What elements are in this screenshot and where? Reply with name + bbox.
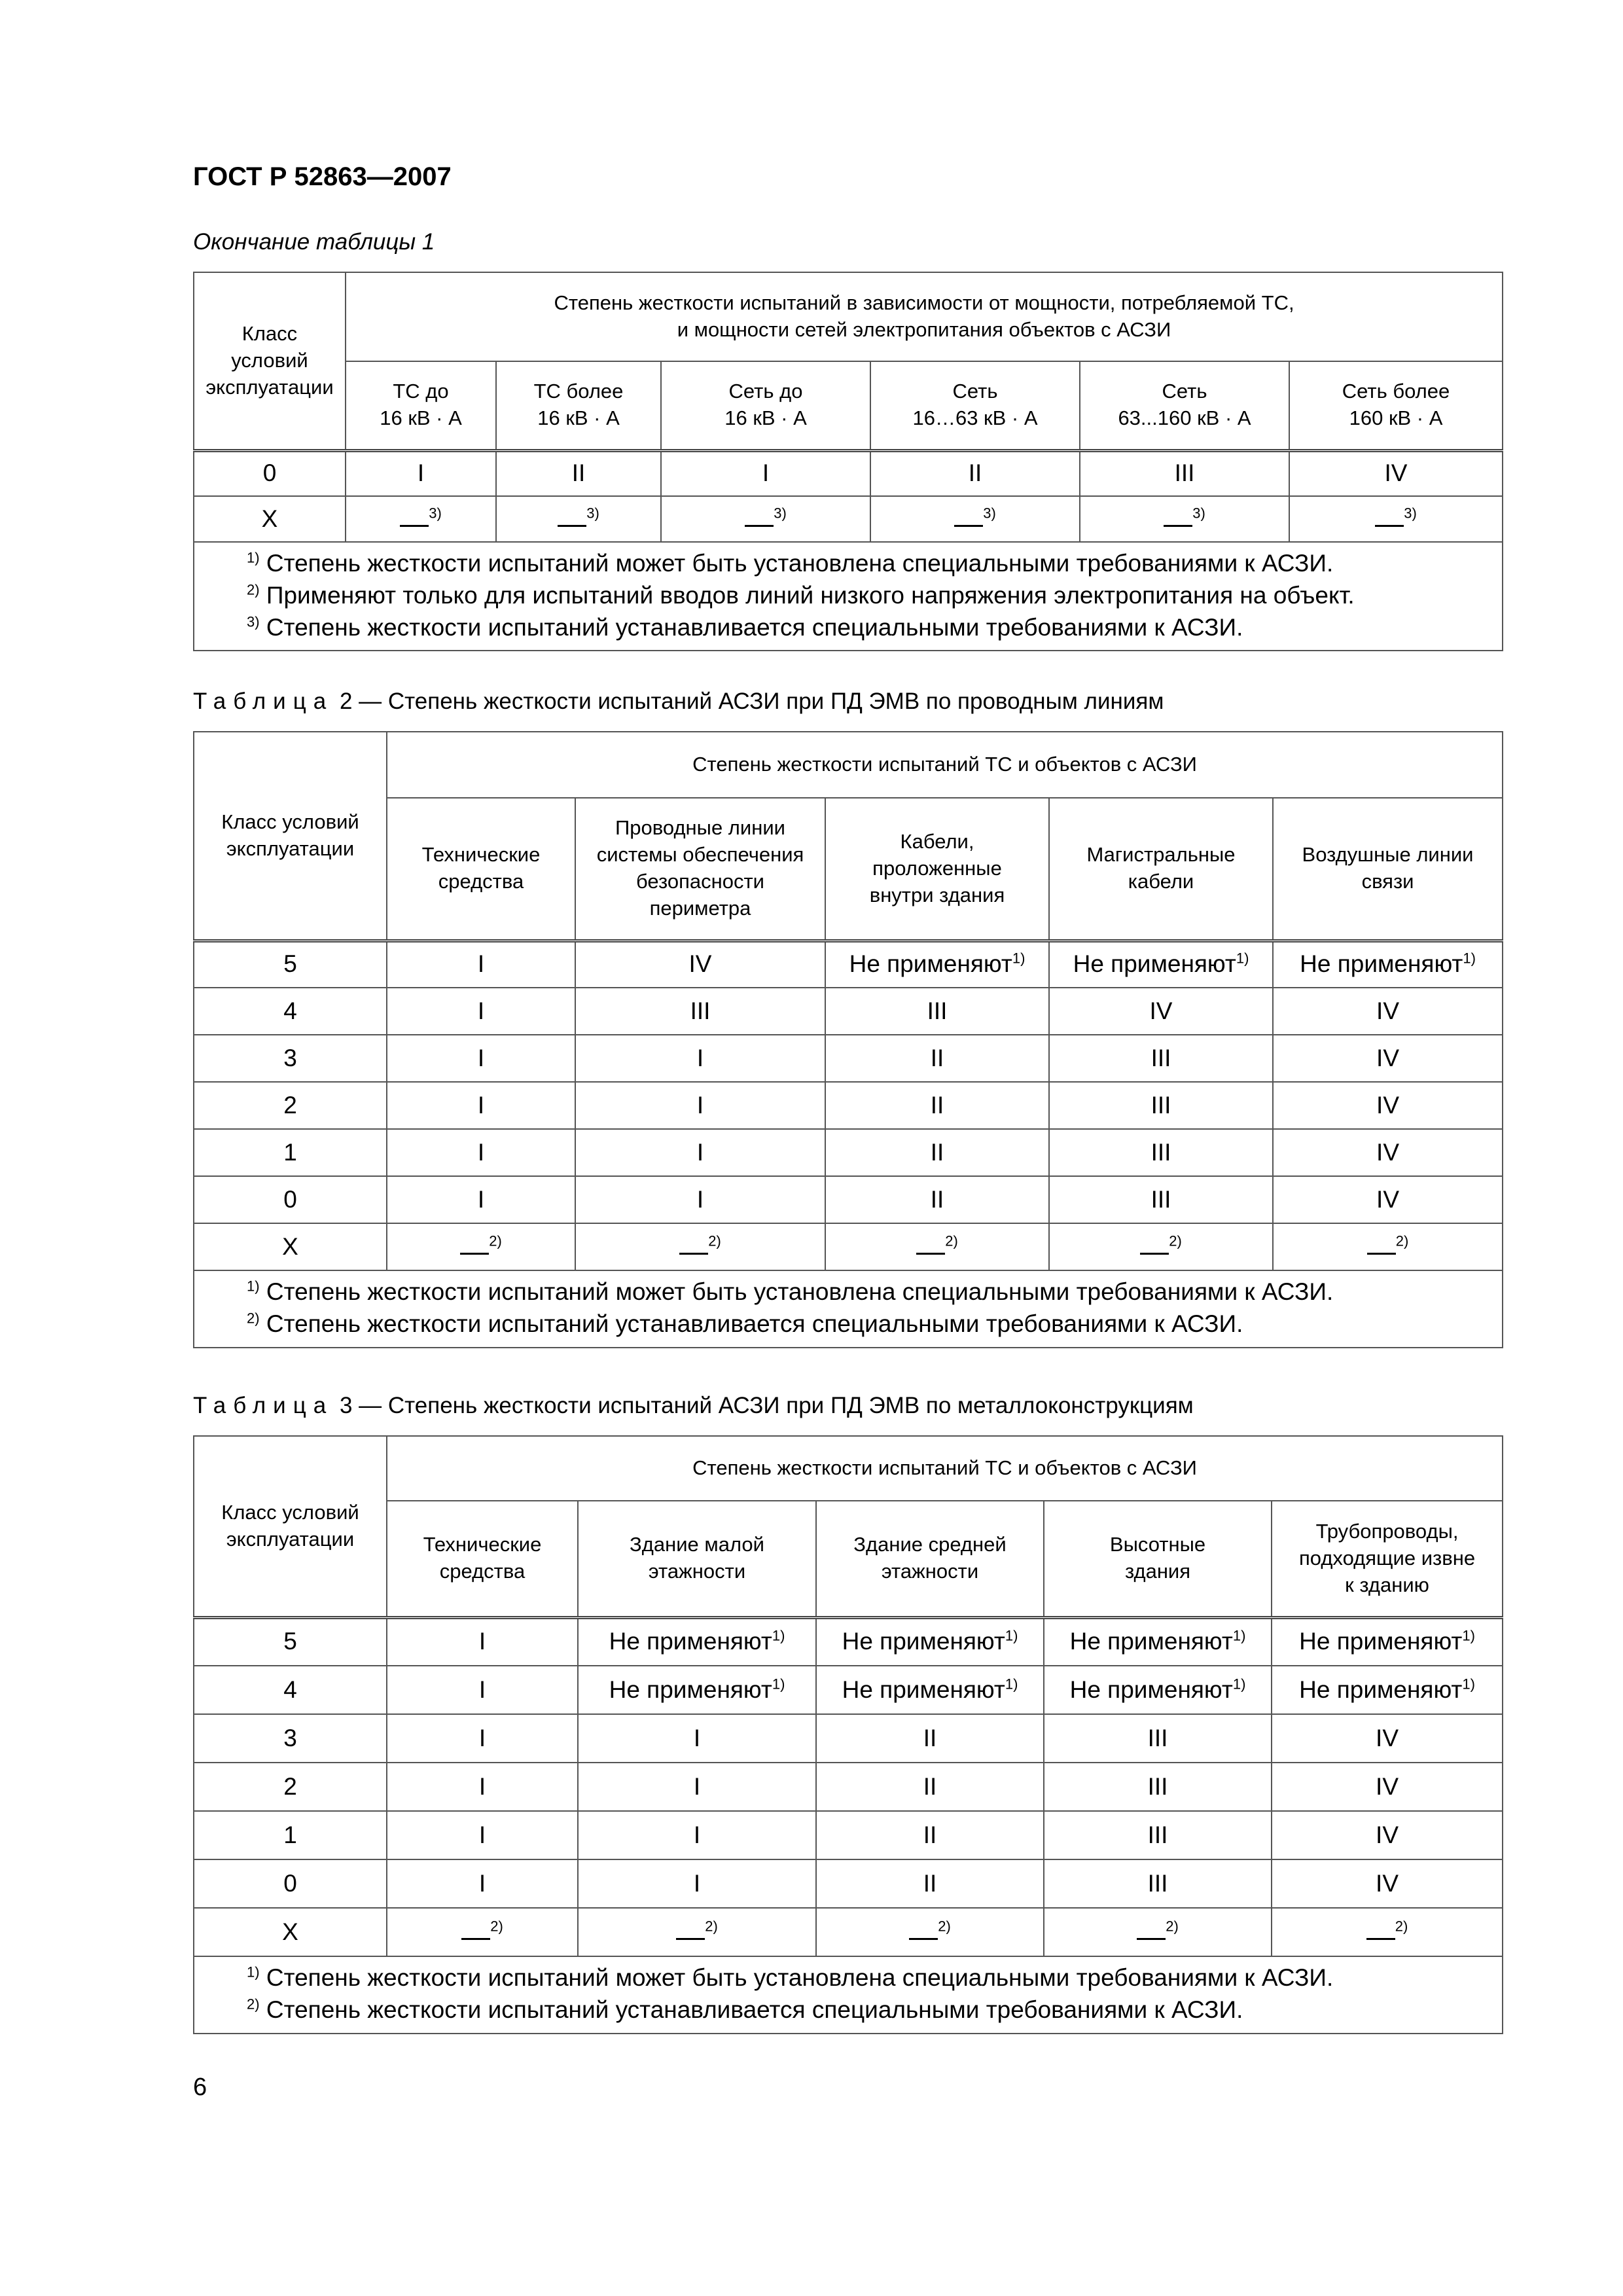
- cell-value: Не применяют: [842, 1628, 1005, 1655]
- cell-value: IV: [1376, 997, 1400, 1024]
- table2-cell: [387, 1082, 575, 1129]
- table2-col-header: Проводные линии системы обеспечения безопасности периметра: [575, 798, 825, 941]
- table3-cell: [387, 1859, 578, 1908]
- dash-mark: [676, 1922, 705, 1940]
- table2-caption: Таблица 2 — Степень жесткости испытаний АСЗИ при ПД ЭМВ по проводным линиям: [193, 689, 1164, 714]
- footnote-mark: 1): [1236, 950, 1249, 967]
- cell-value: Не применяют: [1069, 1676, 1233, 1703]
- table3-col-header: Здание малой этажности: [578, 1501, 816, 1617]
- table-row: [194, 1714, 1503, 1763]
- cell-value: I: [696, 1185, 704, 1213]
- table3-cell: [816, 1666, 1044, 1714]
- table3-class-cell: 4: [194, 1666, 387, 1714]
- table3-cell: [1044, 1811, 1272, 1859]
- table2-cell: [575, 1082, 825, 1129]
- cell-value: I: [478, 1724, 486, 1751]
- footnote: $^{2)}$ Степень жесткости испытаний устанавливается специальными требованиями к АСЗИ.: [247, 1996, 1243, 2023]
- cell-value: II: [923, 1821, 937, 1848]
- table3-cell: [1044, 1859, 1272, 1908]
- table2-class-cell: 2: [194, 1082, 387, 1129]
- dash-mark: [745, 509, 774, 527]
- table3-cell: [1272, 1666, 1503, 1714]
- cell-value: I: [477, 950, 485, 978]
- table2-cell: [575, 941, 825, 988]
- table1-cell: I: [661, 450, 870, 496]
- table-row: [194, 1035, 1503, 1082]
- dash-mark: [1366, 1922, 1395, 1940]
- footnote-mark: 3): [1404, 505, 1417, 522]
- dash-mark: [558, 509, 586, 527]
- table3-cell: [1272, 1763, 1503, 1811]
- table-row: [194, 1082, 1503, 1129]
- cell-value: IV: [1376, 1185, 1400, 1213]
- cell-value: I: [696, 1138, 704, 1166]
- table2-cell: [1049, 1129, 1273, 1176]
- cell-value: III: [1150, 1138, 1171, 1166]
- cell-value: I: [478, 1821, 486, 1848]
- footnote-mark: 1): [1462, 1628, 1475, 1644]
- table2-cell: [1273, 1035, 1503, 1082]
- table2-cell: [1273, 1176, 1503, 1223]
- cell-value: II: [930, 1044, 944, 1071]
- table3: [193, 1435, 1503, 2034]
- table3-caption: Таблица 3 — Степень жесткости испытаний АСЗИ при ПД ЭМВ по металлоконструкциям: [193, 1393, 1194, 1418]
- cell-value: I: [478, 1772, 486, 1800]
- table1-cell: IV: [1289, 450, 1503, 496]
- cell-value: III: [690, 997, 711, 1024]
- dash-mark: [916, 1237, 945, 1255]
- table2-col-header: Магистральные кабели: [1049, 798, 1273, 941]
- table2-class-cell: X: [194, 1223, 387, 1270]
- table3-cell: [1044, 1908, 1272, 1956]
- table3-cell: [1044, 1666, 1272, 1714]
- footnote-mark: 1): [772, 1676, 785, 1693]
- table-row: [194, 1176, 1503, 1223]
- cell-value: II: [930, 1138, 944, 1166]
- table2-class-cell: 1: [194, 1129, 387, 1176]
- table3-cell: [578, 1617, 816, 1666]
- table1-cell: II: [870, 450, 1080, 496]
- footnote-mark: 2): [708, 1232, 721, 1249]
- footnote: $^{2)}$ Применяют только для испытаний вводов линий низкого напряжения электропитания на объект.: [247, 581, 1355, 609]
- footnote: $^{1)}$ Степень жесткости испытаний может быть установлена специальными требованиями к АСЗИ.: [247, 1278, 1334, 1305]
- cell-value: IV: [1376, 1044, 1400, 1071]
- table3-class-cell: 2: [194, 1763, 387, 1811]
- cell-value: II: [923, 1869, 937, 1897]
- table2-cell: [825, 1176, 1049, 1223]
- cell-value: Не применяют: [1299, 1676, 1463, 1703]
- table2-cell: [1049, 941, 1273, 988]
- dash-mark: [1164, 509, 1192, 527]
- footnote-mark: 2): [938, 1918, 951, 1935]
- table1-class-header: Класс условий эксплуатации: [194, 272, 346, 450]
- table2-cell: [387, 988, 575, 1035]
- cell-value: Не применяют: [1300, 950, 1463, 978]
- table1-cell: [346, 496, 496, 542]
- table3-cell: [387, 1617, 578, 1666]
- cell-value: IV: [1376, 1821, 1399, 1848]
- table3-cell: [578, 1763, 816, 1811]
- table2-cell: [387, 941, 575, 988]
- table2-cell: [825, 941, 1049, 988]
- table1-cell: I: [346, 450, 496, 496]
- cell-value: IV: [1376, 1091, 1400, 1119]
- cell-value: IV: [1376, 1138, 1400, 1166]
- table2-class-header: Класс условий эксплуатации: [194, 732, 387, 941]
- footnote-mark: 3): [983, 505, 996, 522]
- cell-value: I: [478, 1869, 486, 1897]
- dash-mark: [1137, 1922, 1166, 1940]
- cell-value: IV: [1376, 1869, 1399, 1897]
- cell-value: IV: [1149, 997, 1173, 1024]
- dash-mark: [460, 1237, 489, 1255]
- table2-col-header: Кабели, проложенные внутри здания: [825, 798, 1049, 941]
- table3-cell: [1044, 1763, 1272, 1811]
- table2-cell: [575, 988, 825, 1035]
- table1-class-cell: 0: [194, 450, 346, 496]
- table3-cell: [816, 1859, 1044, 1908]
- cell-value: IV: [688, 950, 712, 978]
- dash-mark: [954, 509, 983, 527]
- table2-cell: [1273, 1082, 1503, 1129]
- dash-mark: [1140, 1237, 1169, 1255]
- cell-value: Не применяют: [849, 950, 1012, 978]
- table2-group-header: Степень жесткости испытаний ТС и объектов с АСЗИ: [387, 732, 1503, 798]
- table3-col-header: Здание средней этажности: [816, 1501, 1044, 1617]
- cell-value: Не применяют: [1069, 1628, 1233, 1655]
- table3-cell: [1044, 1617, 1272, 1666]
- cell-value: III: [1150, 1185, 1171, 1213]
- cell-value: I: [478, 1676, 486, 1703]
- table1-col-header: Сеть более 160 кВ · А: [1289, 361, 1503, 450]
- footnote: $^{3)}$ Степень жесткости испытаний устанавливается специальными требованиями к АСЗИ.: [247, 613, 1243, 641]
- footnote: $^{2)}$ Степень жесткости испытаний устанавливается специальными требованиями к АСЗИ.: [247, 1310, 1243, 1337]
- table3-cell: [578, 1666, 816, 1714]
- table3-cell: [1272, 1811, 1503, 1859]
- table3-cell: [578, 1714, 816, 1763]
- table3-class-cell: 0: [194, 1859, 387, 1908]
- table2: [193, 731, 1503, 1348]
- table1-col-header: ТС более 16 кВ · А: [496, 361, 661, 450]
- table1-cell: II: [496, 450, 661, 496]
- table3-cell: [1272, 1714, 1503, 1763]
- cell-value: I: [696, 1091, 704, 1119]
- cell-value: I: [693, 1724, 701, 1751]
- table3-cell: [578, 1859, 816, 1908]
- table2-cell: [575, 1035, 825, 1082]
- table2-cell: [575, 1129, 825, 1176]
- table-row: [194, 1617, 1503, 1666]
- table1-continuation-caption: Окончание таблицы 1: [193, 229, 435, 255]
- table1-group-header: Степень жесткости испытаний в зависимости от мощности, потребляемой ТС, и мощности сетей электропитания объектов с АСЗИ: [346, 272, 1503, 361]
- cell-value: I: [477, 1044, 485, 1071]
- footnote-mark: 3): [586, 505, 599, 522]
- table3-notes: [194, 1956, 1503, 2034]
- cell-value: II: [930, 1185, 944, 1213]
- table3-col-header: Высотные здания: [1044, 1501, 1272, 1617]
- table2-cell: [825, 1129, 1049, 1176]
- table2-cell: [1273, 1223, 1503, 1270]
- footnote-mark: 3): [1192, 505, 1205, 522]
- footnote-mark: 3): [429, 505, 442, 522]
- table-row: [194, 1223, 1503, 1270]
- table2-cell: [387, 1035, 575, 1082]
- cell-value: III: [1150, 1091, 1171, 1119]
- table-row: [194, 1811, 1503, 1859]
- table1-class-cell: X: [194, 496, 346, 542]
- cell-value: I: [478, 1628, 486, 1655]
- cell-value: III: [1147, 1724, 1168, 1751]
- table-row: [194, 496, 1503, 542]
- footnote-mark: 1): [1232, 1628, 1246, 1644]
- table2-cell: [825, 1223, 1049, 1270]
- cell-value: Не применяют: [842, 1676, 1005, 1703]
- footnote-mark: 1): [1463, 950, 1476, 967]
- footnote: $^{1)}$ Степень жесткости испытаний может быть установлена специальными требованиями к АСЗИ.: [247, 549, 1334, 577]
- cell-value: I: [477, 1091, 485, 1119]
- cell-value: I: [477, 997, 485, 1024]
- table1-cell: III: [1080, 450, 1289, 496]
- dash-mark: [400, 509, 429, 527]
- table3-cell: [816, 1617, 1044, 1666]
- footnote-mark: 2): [705, 1918, 718, 1935]
- table2-cell: [1049, 1176, 1273, 1223]
- table-row: [194, 1763, 1503, 1811]
- table3-cell: [387, 1763, 578, 1811]
- cell-value: Не применяют: [1073, 950, 1236, 978]
- cell-value: Не применяют: [1299, 1628, 1463, 1655]
- table3-class-cell: 1: [194, 1811, 387, 1859]
- table-row: [194, 1908, 1503, 1956]
- dash-mark: [1375, 509, 1404, 527]
- cell-value: III: [1150, 1044, 1171, 1071]
- footnote-mark: 1): [1462, 1676, 1475, 1693]
- dash-mark: [1367, 1237, 1396, 1255]
- table3-cell: [387, 1714, 578, 1763]
- table2-cell: [387, 1129, 575, 1176]
- table2-cell: [575, 1223, 825, 1270]
- cell-value: III: [1147, 1821, 1168, 1848]
- cell-value: III: [1147, 1869, 1168, 1897]
- table2-class-cell: 3: [194, 1035, 387, 1082]
- table2-cell: [1273, 1129, 1503, 1176]
- table2-cell: [825, 1082, 1049, 1129]
- footnote-mark: 2): [490, 1918, 503, 1935]
- cell-value: II: [923, 1724, 937, 1751]
- table2-cell: [1049, 1035, 1273, 1082]
- table3-group-header: Степень жесткости испытаний ТС и объектов с АСЗИ: [387, 1436, 1503, 1501]
- footnote-mark: 2): [489, 1232, 502, 1249]
- cell-value: I: [693, 1869, 701, 1897]
- table-row: [194, 1666, 1503, 1714]
- table-row: [194, 988, 1503, 1035]
- cell-value: II: [930, 1091, 944, 1119]
- footnote-mark: 2): [1166, 1918, 1179, 1935]
- footnote-mark: 1): [1012, 950, 1026, 967]
- table-row: [194, 450, 1503, 496]
- cell-value: IV: [1376, 1772, 1399, 1800]
- table2-cell: [1273, 988, 1503, 1035]
- cell-value: I: [477, 1138, 485, 1166]
- footnote-mark: 2): [1395, 1232, 1409, 1249]
- table3-class-cell: 5: [194, 1617, 387, 1666]
- cell-value: II: [923, 1772, 937, 1800]
- cell-value: III: [927, 997, 948, 1024]
- cell-value: IV: [1376, 1724, 1399, 1751]
- table2-cell: [387, 1223, 575, 1270]
- cell-value: I: [693, 1821, 701, 1848]
- page-number: 6: [193, 2073, 207, 2101]
- table1-notes: [194, 542, 1503, 651]
- table1-cell: [496, 496, 661, 542]
- table3-cell: [387, 1908, 578, 1956]
- table1-col-header: Сеть до 16 кВ · А: [661, 361, 870, 450]
- table1-cell: [870, 496, 1080, 542]
- table3-cell: [1272, 1859, 1503, 1908]
- table3-cell: [387, 1811, 578, 1859]
- table-row: [194, 1859, 1503, 1908]
- cell-value: Не применяют: [609, 1628, 772, 1655]
- table3-class-header: Класс условий эксплуатации: [194, 1436, 387, 1617]
- cell-value: I: [477, 1185, 485, 1213]
- table3-cell: [816, 1763, 1044, 1811]
- footnote-mark: 1): [1005, 1676, 1018, 1693]
- table3-cell: [578, 1811, 816, 1859]
- table2-col-header: Воздушные линии связи: [1273, 798, 1503, 941]
- table3-cell: [1272, 1617, 1503, 1666]
- table2-class-cell: 4: [194, 988, 387, 1035]
- table-row: [194, 1129, 1503, 1176]
- table3-cell: [816, 1811, 1044, 1859]
- table3-class-cell: 3: [194, 1714, 387, 1763]
- table3-cell: [578, 1908, 816, 1956]
- table2-class-cell: 0: [194, 1176, 387, 1223]
- table3-cell: [816, 1908, 1044, 1956]
- table2-cell: [1049, 1223, 1273, 1270]
- table1-cell: [1289, 496, 1503, 542]
- cell-value: Не применяют: [609, 1676, 772, 1703]
- footnote-mark: 2): [1395, 1918, 1408, 1935]
- table2-notes: [194, 1270, 1503, 1348]
- dash-mark: [909, 1922, 938, 1940]
- table3-cell: [1272, 1908, 1503, 1956]
- footnote-mark: 1): [1232, 1676, 1246, 1693]
- footnote: $^{1)}$ Степень жесткости испытаний может быть установлена специальными требованиями к АСЗИ.: [247, 1964, 1334, 1991]
- table1-cell: [661, 496, 870, 542]
- cell-value: I: [693, 1772, 701, 1800]
- table2-cell: [1049, 988, 1273, 1035]
- table3-col-header: Трубопроводы, подходящие извне к зданию: [1272, 1501, 1503, 1617]
- document-title: ГОСТ Р 52863—2007: [193, 162, 452, 191]
- footnote-mark: 3): [774, 505, 787, 522]
- footnote-mark: 2): [1169, 1232, 1182, 1249]
- table1-col-header: Сеть 16…63 кВ · А: [870, 361, 1080, 450]
- table2-class-cell: 5: [194, 941, 387, 988]
- table2-cell: [825, 1035, 1049, 1082]
- table3-cell: [387, 1666, 578, 1714]
- table2-cell: [825, 988, 1049, 1035]
- footnote-mark: 1): [772, 1628, 785, 1644]
- table3-cell: [1044, 1714, 1272, 1763]
- table2-col-header: Технические средства: [387, 798, 575, 941]
- table-row: [194, 941, 1503, 988]
- table2-cell: [387, 1176, 575, 1223]
- table3-cell: [816, 1714, 1044, 1763]
- dash-mark: [679, 1237, 708, 1255]
- footnote-mark: 2): [945, 1232, 958, 1249]
- table2-cell: [1273, 941, 1503, 988]
- table3-class-cell: X: [194, 1908, 387, 1956]
- table1: [193, 272, 1503, 651]
- table1-cell: [1080, 496, 1289, 542]
- footnote-mark: 1): [1005, 1628, 1018, 1644]
- dash-mark: [461, 1922, 490, 1940]
- table2-cell: [1049, 1082, 1273, 1129]
- table3-col-header: Технические средства: [387, 1501, 578, 1617]
- table1-col-header: ТС до 16 кВ · А: [346, 361, 496, 450]
- table2-cell: [575, 1176, 825, 1223]
- table1-col-header: Сеть 63...160 кВ · А: [1080, 361, 1289, 450]
- cell-value: I: [696, 1044, 704, 1071]
- cell-value: III: [1147, 1772, 1168, 1800]
